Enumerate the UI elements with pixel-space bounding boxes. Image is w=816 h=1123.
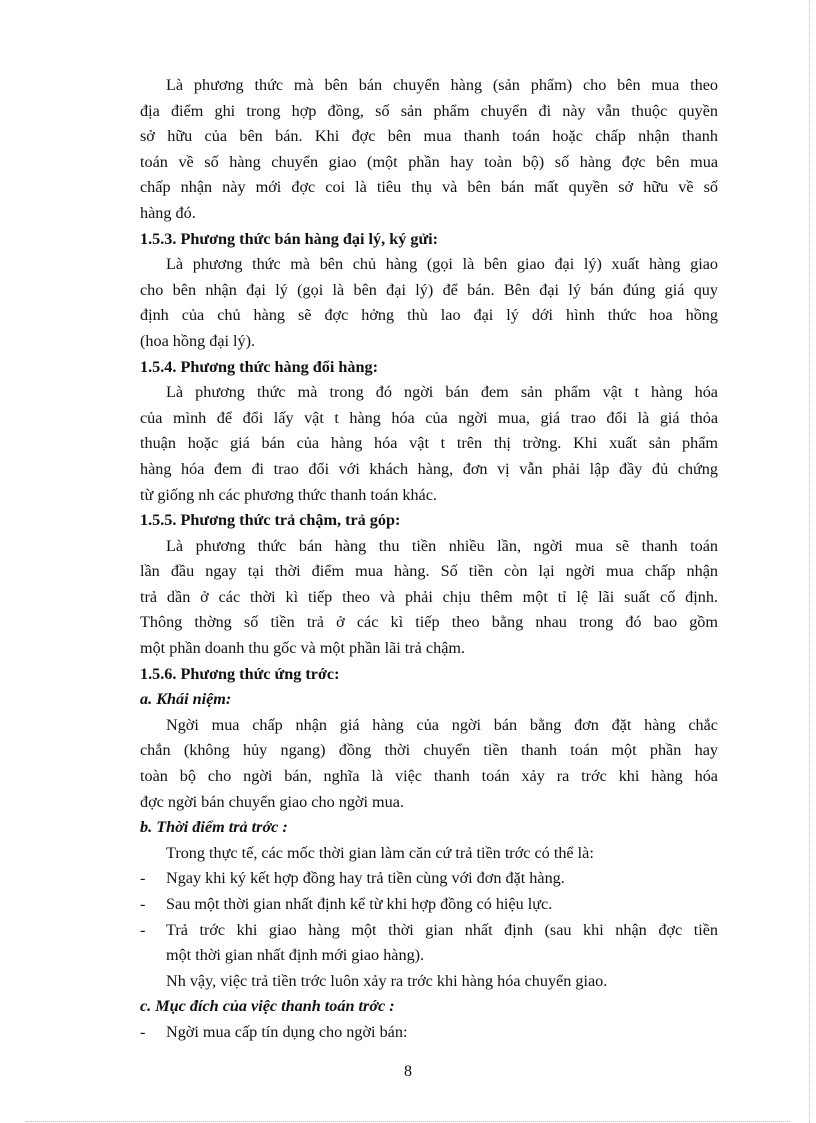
bullet-continuation: một thời gian nhất định mới giao hàng). bbox=[166, 946, 425, 965]
bullet-text: Trả trớc khi giao hàng một thời gian nhất định (sau khi nhận đợc tiền bbox=[166, 920, 718, 939]
page-number: 8 bbox=[404, 1063, 412, 1080]
paragraph-line: thuận hoặc giá bán của hàng hóa vật t trên thị trờng. Khi xuất sản phẩm bbox=[140, 434, 718, 453]
bullet-text: Sau một thời gian nhất định kể từ khi hợp đồng có hiệu lực. bbox=[166, 895, 553, 913]
bullet-dash: - bbox=[140, 895, 146, 913]
paragraph-line: địa điểm ghi trong hợp đồng, số sản phẩm chuyển đi này vẫn thuộc quyền bbox=[140, 101, 718, 120]
subheading-b: b. Thời điểm trả trớc : bbox=[140, 818, 288, 837]
paragraph-line: Trong thực tế, các mốc thời gian làm căn cứ trả tiền trớc có thể là: bbox=[166, 843, 594, 862]
bullet-dash: - bbox=[140, 869, 146, 888]
paragraph-line: toàn bộ cho ngời bán, nghĩa là việc thanh toán xảy ra trớc khi hàng hóa bbox=[140, 767, 718, 786]
paragraph-line: hàng hóa đem đi trao đổi với khách hàng, đơn vị vẫn phải lập đầy đủ chứng bbox=[140, 459, 718, 478]
paragraph-line: một phần doanh thu gốc và một phần lãi trả chậm. bbox=[140, 639, 466, 658]
paragraph-line: Là phương thức mà bên bán chuyển hàng (sản phẩm) cho bên mua theo bbox=[166, 76, 718, 94]
page-bottom-border bbox=[26, 1121, 790, 1122]
paragraph-line: (hoa hồng đại lý). bbox=[140, 331, 256, 350]
paragraph-line: Nh vậy, việc trả tiền trớc luôn xảy ra trớc khi hàng hóa chuyển giao. bbox=[166, 971, 608, 990]
paragraph-line: Là phương thức bán hàng thu tiền nhiều lần, ngời mua sẽ thanh toán bbox=[166, 536, 718, 555]
paragraph-line: Thông thờng số tiền trả ở các kì tiếp theo bằng nhau trong đó bao gồm bbox=[140, 613, 718, 632]
page-right-border bbox=[809, 0, 810, 1123]
section-heading-1-5-3: 1.5.3. Phương thức bán hàng đại lý, ký gửi: bbox=[140, 229, 439, 248]
paragraph-line: Là phương thức mà bên chủ hàng (gọi là bên giao đại lý) xuất hàng giao bbox=[166, 255, 718, 274]
paragraph-line: định của chủ hàng sẽ đợc hởng thù lao đại lý dới hình thức hoa hồng bbox=[140, 306, 718, 325]
paragraph-line: chấp nhận này mới đợc coi là tiêu thụ và bên bán mất quyền sở hữu về số bbox=[140, 178, 718, 197]
bullet-dash: - bbox=[140, 1022, 146, 1041]
paragraph-line: chắn (không hủy ngang) đồng thời chuyển tiền thanh toán một phần hay bbox=[140, 741, 718, 760]
bullet-item bbox=[140, 1020, 718, 1046]
section-heading-1-5-6: 1.5.6. Phương thức ứng trớc: bbox=[140, 664, 340, 683]
paragraph-line: toán về số hàng chuyển giao (một phần hay toàn bộ) số hàng đợc bên mua bbox=[140, 152, 718, 171]
section-heading-1-5-4: 1.5.4. Phương thức hàng đổi hàng: bbox=[140, 357, 378, 376]
section-heading-1-5-5: 1.5.5. Phương thức trả chậm, trả góp: bbox=[140, 511, 401, 530]
paragraph-line: sở hữu của bên bán. Khi đợc bên mua thanh toán hoặc chấp nhận thanh bbox=[140, 127, 718, 146]
subheading-a: a. Khái niệm: bbox=[140, 690, 232, 709]
bullet-item bbox=[140, 918, 718, 944]
bullet-dash: - bbox=[140, 920, 146, 939]
paragraph-line: đợc ngời bán chuyển giao cho ngời mua. bbox=[140, 792, 404, 811]
paragraph-line: Ngời mua chấp nhận giá hàng của ngời bán bằng đơn đặt hàng chắc bbox=[166, 715, 718, 734]
paragraph-line: hàng đó. bbox=[140, 203, 196, 222]
bullet-text: Ngay khi ký kết hợp đồng hay trả tiền cùng với đơn đặt hàng. bbox=[166, 869, 565, 888]
paragraph-line: cho bên nhận đại lý (gọi là bên đại lý) để bán. Bên đại lý bán đúng giá quy bbox=[140, 280, 718, 299]
paragraph-line: trả dần ở các thời kì tiếp theo và phải chịu thêm một tỉ lệ lãi suất cố định. bbox=[140, 587, 718, 606]
bullet-item bbox=[140, 892, 718, 918]
paragraph-line: lần đầu ngay tại thời điểm mua hàng. Số tiền còn lại ngời mua chấp nhận bbox=[140, 562, 718, 581]
paragraph-line: Là phương thức mà trong đó ngời bán đem sản phẩm vật t hàng hóa bbox=[166, 383, 718, 402]
paragraph-line: từ giống nh các phương thức thanh toán khác. bbox=[140, 485, 437, 504]
paragraph-line: của mình để đổi lấy vật t hàng hóa của ngời mua, giá trao đổi là giá thỏa bbox=[140, 408, 718, 427]
bullet-item bbox=[140, 866, 718, 892]
bullet-text: Ngời mua cấp tín dụng cho ngời bán: bbox=[166, 1022, 408, 1041]
subheading-c: c. Mục đích của việc thanh toán trớc : bbox=[140, 997, 395, 1016]
page-body bbox=[140, 73, 718, 1046]
